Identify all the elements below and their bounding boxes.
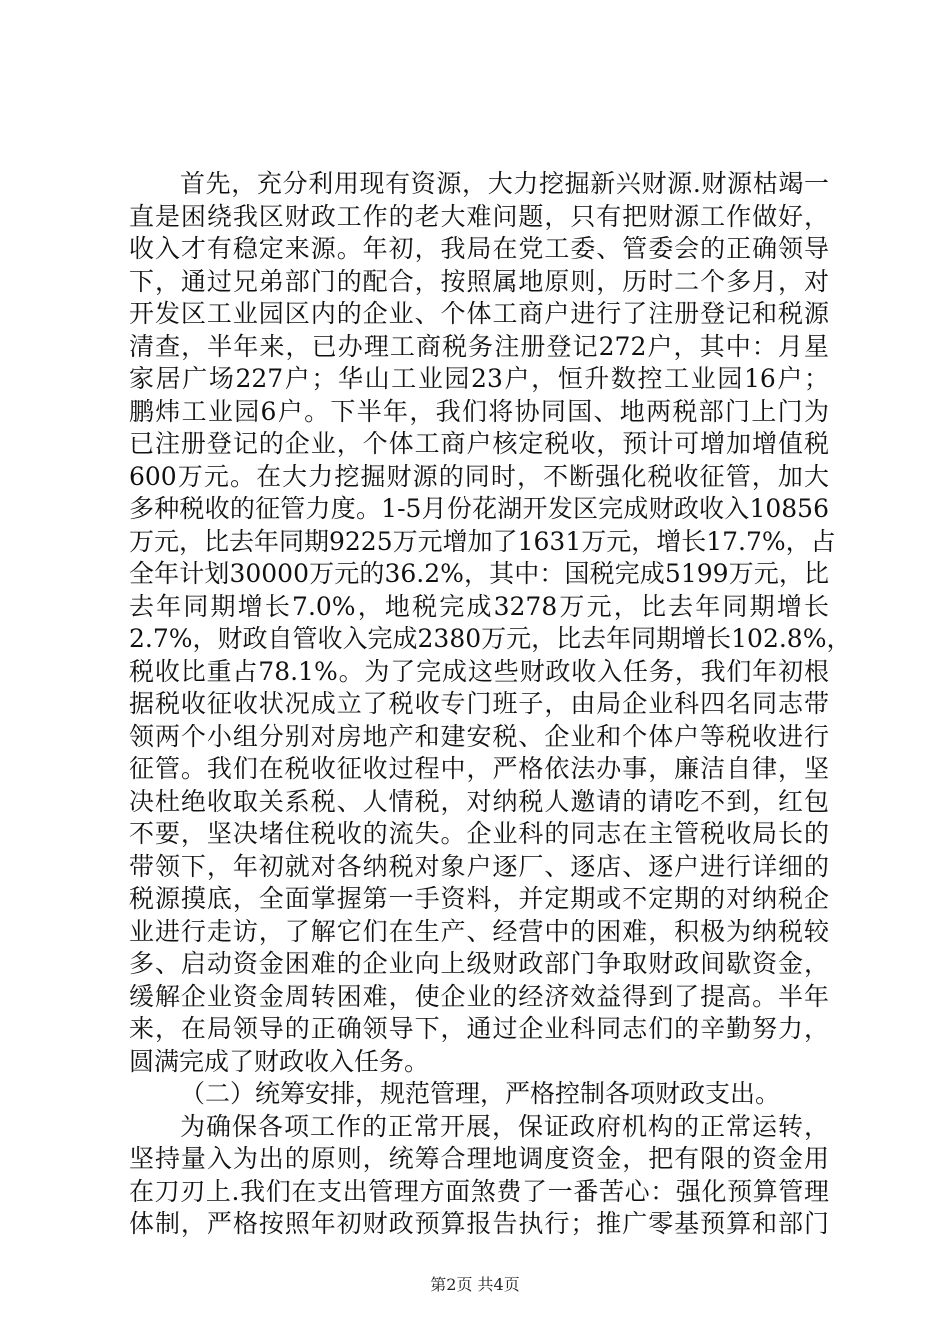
- paragraph-line-32: 在刀刃上.我们在支出管理方面煞费了一番苦心：强化预算管理: [129, 1176, 829, 1206]
- paragraph-line-31: 坚持量入为出的原则，统筹合理地调度资金，把有限的资金用: [129, 1144, 829, 1173]
- paragraph-line-27: 来，在局领导的正确领导下，通过企业科同志们的辛勤努力，: [129, 1014, 829, 1043]
- paragraph-line-21: 不要，坚决堵住税收的流失。企业科的同志在主管税收局长的: [129, 819, 829, 848]
- paragraph-line-25: 多、启动资金困难的企业向上级财政部门争取财政间歇资金，: [129, 949, 829, 978]
- paragraph-line-15: 2.7%，财政自管收入完成2380万元，比去年同期增长102.8%，: [129, 624, 852, 653]
- paragraph-line-12: 万元，比去年同期9225万元增加了1631万元，增长17.7%，占: [129, 526, 836, 556]
- paragraph-line-4: 下，通过兄弟部门的配合，按照属地原则，历时二个多月，对: [129, 266, 829, 296]
- page-footer: 第2页 共4页: [430, 1275, 520, 1294]
- paragraph-line-18: 领两个小组分别对房地产和建安税、企业和个体户等税收进行: [129, 721, 829, 751]
- paragraph-line-11: 多种税收的征管力度。1-5月份花湖开发区完成财政收入10856: [129, 494, 829, 523]
- paragraph-line-22: 带领下，年初就对各纳税对象户逐厂、逐店、逐户进行详细的: [129, 851, 829, 881]
- paragraph-line-6: 清查，半年来，已办理工商税务注册登记272户，其中：月星: [129, 331, 829, 361]
- paragraph-line-26: 缓解企业资金周转困难，使企业的经济效益得到了提高。半年: [129, 981, 829, 1011]
- paragraph-line-23: 税源摸底，全面掌握第一手资料，并定期或不定期的对纳税企: [129, 884, 829, 913]
- paragraph-line-5: 开发区工业园区内的企业、个体工商户进行了注册登记和税源: [129, 299, 829, 328]
- paragraph-line-19: 征管。我们在税收征收过程中，严格依法办事，廉洁自律，坚: [129, 754, 829, 783]
- paragraph-line-24: 业进行走访，了解它们在生产、经营中的困难，积极为纳税较: [129, 916, 829, 946]
- paragraph-line-30: 为确保各项工作的正常开展，保证政府机构的正常运转，: [180, 1111, 829, 1141]
- paragraph-line-7: 家居广场227户；华山工业园23户，恒升数控工业园16户；: [129, 364, 829, 393]
- paragraph-line-33: 体制，严格按照年初财政预算报告执行；推广零基预算和部门: [129, 1209, 829, 1238]
- paragraph-line-1: 首先，充分利用现有资源，大力挖掘新兴财源.财源枯竭一: [180, 169, 829, 198]
- section-heading: （二）统筹安排，规范管理，严格控制各项财政支出。: [180, 1079, 781, 1108]
- paragraph-line-14: 去年同期增长7.0%，地税完成3278万元，比去年同期增长: [129, 591, 829, 621]
- paragraph-line-3: 收入才有稳定来源。年初，我局在党工委、管委会的正确领导: [129, 234, 829, 263]
- paragraph-line-8: 鹏炜工业园6户。下半年，我们将协同国、地两税部门上门为: [129, 396, 829, 426]
- paragraph-line-28: 圆满完成了财政收入任务。: [129, 1046, 430, 1076]
- paragraph-line-16: 税收比重占78.1%。为了完成这些财政收入任务，我们年初根: [129, 656, 829, 686]
- paragraph-line-10: 600万元。在大力挖掘财源的同时，不断强化税收征管，加大: [129, 461, 829, 491]
- paragraph-line-2: 直是困绕我区财政工作的老大难问题，只有把财源工作做好，: [129, 201, 829, 231]
- paragraph-line-17: 据税收征收状况成立了税收专门班子，由局企业科四名同志带: [129, 689, 829, 718]
- paragraph-line-20: 决杜绝收取关系税、人情税，对纳税人邀请的请吃不到，红包: [129, 786, 829, 816]
- paragraph-line-9: 已注册登记的企业，个体工商户核定税收，预计可增加增值税: [129, 429, 829, 458]
- body-text: [129, 168, 852, 1241]
- paragraph-line-13: 全年计划30000万元的36.2%，其中：国税完成5199万元，比: [129, 559, 829, 588]
